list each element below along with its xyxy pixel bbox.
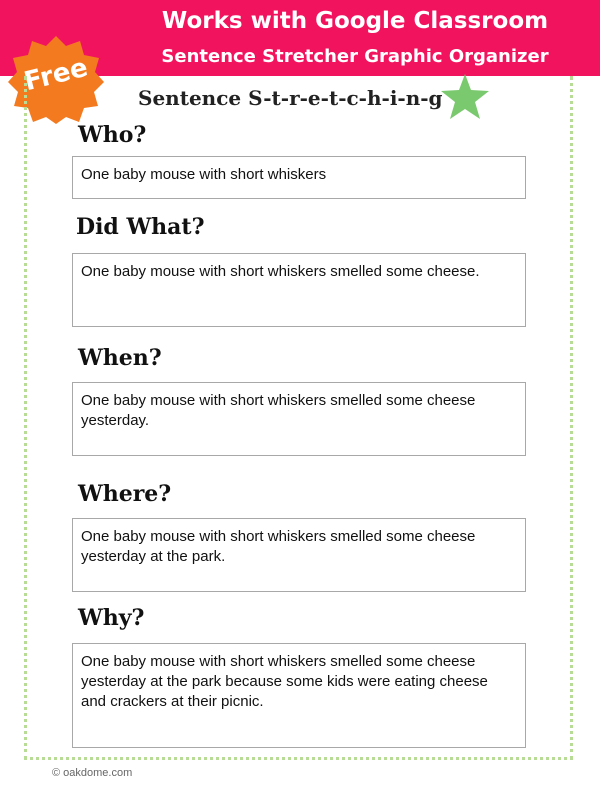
free-badge-label: Free bbox=[21, 52, 91, 98]
who-label: Who? bbox=[78, 122, 147, 148]
copyright-notice: © oakdome.com bbox=[52, 767, 133, 779]
where-answer-box[interactable]: One baby mouse with short whiskers smelled some cheese yesterday at the park. bbox=[72, 518, 526, 592]
why-label: Why? bbox=[78, 605, 145, 631]
when-label: When? bbox=[78, 345, 162, 371]
who-answer-box[interactable]: One baby mouse with short whiskers bbox=[72, 156, 526, 199]
star-icon bbox=[440, 74, 490, 120]
did-what-answer-box[interactable]: One baby mouse with short whiskers smelled some cheese. bbox=[72, 253, 526, 327]
worksheet-title: Sentence S-t-r-e-t-c-h-i-n-g bbox=[138, 86, 443, 110]
why-answer-box[interactable]: One baby mouse with short whiskers smelled some cheese yesterday at the park because some kids were eating cheese and crackers at their picnic. bbox=[72, 643, 526, 748]
when-answer-box[interactable]: One baby mouse with short whiskers smelled some cheese yesterday. bbox=[72, 382, 526, 456]
banner-subheadline: Sentence Stretcher Graphic Organizer bbox=[161, 46, 549, 67]
did-what-label: Did What? bbox=[76, 214, 205, 240]
banner-headline: Works with Google Classroom bbox=[161, 8, 549, 34]
where-label: Where? bbox=[78, 481, 172, 507]
